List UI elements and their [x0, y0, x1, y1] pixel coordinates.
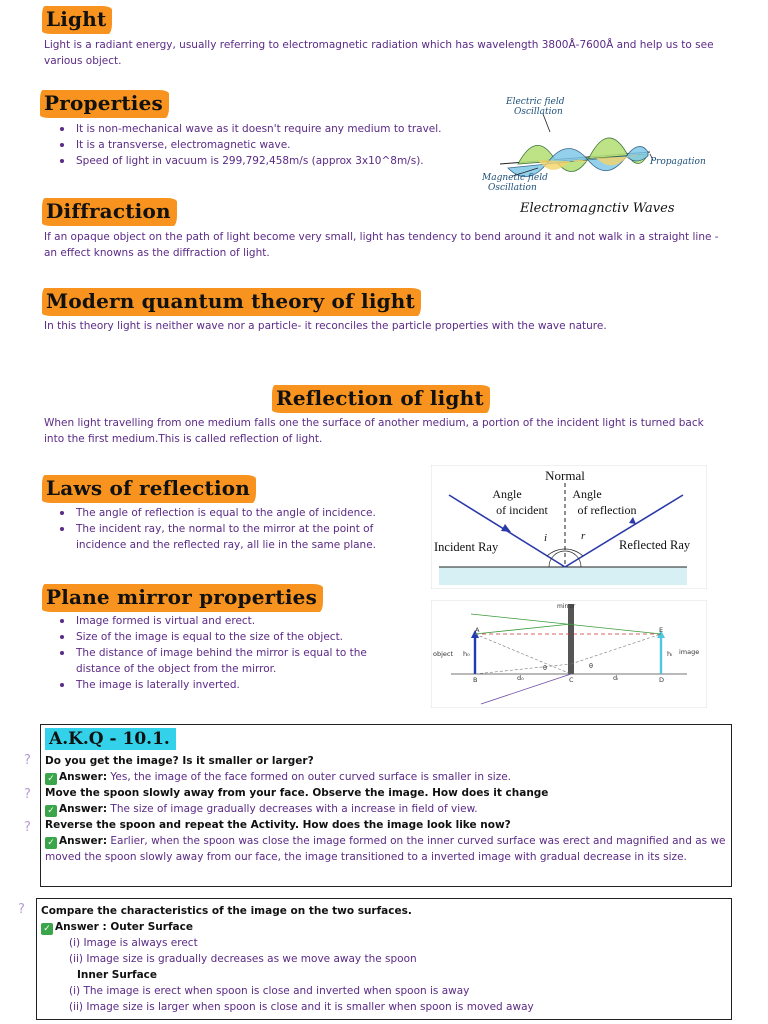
mirror-do-label: d₀ [517, 674, 524, 682]
em-magnetic-label: Magnetic field [482, 173, 548, 183]
heading-reflection: Reflection of light [272, 385, 490, 413]
question-mark-icon: ? [24, 753, 31, 768]
compare-inner-2: (ii) Image size is larger when spoon is close and it is smaller when spoon is moved away [69, 1001, 534, 1013]
mirror-object-label: object [433, 650, 454, 658]
reflection-figure [431, 465, 707, 589]
heading-laws: Laws of reflection [42, 475, 256, 503]
light-definition: Light is a radiant energy, usually referring to electromagnetic radiation which has wavelength 3800Å-7600Å and help us to see various object. [44, 39, 714, 67]
akq-box [40, 724, 732, 887]
akq-question: Reverse the spoon and repeat the Activity. How does the image look like now? [45, 819, 511, 831]
em-caption: Electromagnctiv Waves [520, 201, 675, 216]
properties-item: Speed of light in vacuum is 299,792,458m/s (approx 3x10^8m/s). [46, 153, 486, 169]
compare-outer-2: (ii) Image size is gradually decreases as we move away the spoon [69, 953, 417, 965]
reflection-i-label: i [544, 532, 548, 544]
reflection-angle-reflection-label-2: of reflection [577, 503, 637, 517]
plane-mirror-item: The distance of image behind the mirror is equal to the distance of the object from the mirror. [46, 645, 396, 677]
akq-answer: ✓ Answer: The size of image gradually decreases with a increase in field of view. [45, 801, 727, 817]
mirror-point-c: C [569, 676, 574, 684]
properties-item: It is non-mechanical wave as it doesn't require any medium to travel. [46, 121, 486, 137]
laws-item: The angle of reflection is equal to the angle of incidence. [46, 505, 416, 521]
mirror-ho-label: h₀ [463, 650, 470, 658]
em-wave-figure [478, 92, 728, 220]
mirror-point-d: D [659, 676, 665, 684]
reflection-incident-ray-label: Incident Ray [434, 540, 499, 554]
plane-mirror-figure [431, 600, 707, 708]
check-icon: ✓ [41, 923, 53, 935]
mirror-point-e: E [659, 626, 664, 634]
heading-light: Light [42, 6, 112, 34]
laws-list [46, 505, 416, 553]
compare-question: Compare the characteristics of the image on the two surfaces. [41, 905, 412, 917]
properties-item: It is a transverse, electromagnetic wave. [46, 137, 486, 153]
mirror-di-label: dᵢ [613, 674, 619, 682]
diffraction-text: If an opaque object on the path of light become very small, light has tendency to bend around it and not walk in a straight line - an effect knowns as the diffraction of light. [44, 231, 719, 259]
reflection-r-label: r [581, 530, 586, 542]
mirror-point-a: A [475, 626, 480, 634]
check-icon: ✓ [45, 805, 57, 817]
plane-mirror-item: Size of the image is equal to the size of the object. [46, 629, 396, 645]
em-propagation-label: Propagation [650, 157, 706, 167]
heading-diffraction: Diffraction [42, 198, 177, 226]
properties-list [46, 121, 486, 169]
question-mark-icon: ? [24, 787, 31, 802]
heading-properties: Properties [40, 90, 169, 118]
plane-mirror-item: Image formed is virtual and erect. [46, 613, 396, 629]
em-electric-label-2: Oscillation [514, 107, 563, 117]
em-magnetic-label-2: Oscillation [488, 183, 537, 193]
question-mark-icon: ? [18, 902, 25, 917]
mirror-image-label: image [679, 648, 700, 656]
reflection-normal-label: Normal [545, 468, 585, 483]
heading-plane-mirror: Plane mirror properties [42, 584, 323, 612]
check-icon: ✓ [45, 773, 57, 785]
plane-mirror-list [46, 613, 396, 693]
akq-answer: ✓ Answer: Yes, the image of the face formed on outer curved surface is smaller in size. [45, 769, 727, 785]
reflection-reflected-ray-label: Reflected Ray [619, 538, 691, 552]
mirror-hi-label: hᵢ [667, 650, 673, 658]
heading-quantum: Modern quantum theory of light [42, 288, 421, 316]
akq-title: A.K.Q - 10.1. [45, 728, 176, 750]
compare-inner-heading: Inner Surface [77, 969, 158, 981]
reflection-text: When light travelling from one medium falls one the surface of another medium, a portion of the incident light is turned back into the first medium.This is called reflection of light. [44, 417, 704, 445]
em-electric-label: Electric field [506, 97, 565, 107]
compare-inner-1: (i) The image is erect when spoon is close and inverted when spoon is away [69, 985, 470, 997]
mirror-theta-2: θ [589, 662, 593, 670]
laws-item: The incident ray, the normal to the mirror at the point of incidence and the reflected ray, all lie in the same plane. [46, 521, 416, 553]
reflection-angle-incident-label-2: of incident [496, 503, 548, 517]
reflection-angle-incident-label: Angle [492, 487, 522, 501]
mirror-theta-1: θ [543, 664, 547, 672]
mirror-point-b: B [473, 676, 478, 684]
compare-answer-outer: ✓ Answer : Outer Surface [41, 919, 727, 935]
quantum-text: In this theory light is neither wave nor a particle- it reconciles the particle properties with the wave nature. [44, 320, 607, 332]
akq-answer: ✓ Answer: Earlier, when the spoon was close the image formed on the inner curved surface was erect and magnified and as we moved the spoon slowly away from our face, the image transitioned to a inverted image with gradual decrease in its size. [45, 835, 726, 863]
akq-question: Move the spoon slowly away from your face. Observe the image. How does it change [45, 787, 549, 799]
compare-outer-1: (i) Image is always erect [69, 937, 198, 949]
plane-mirror-item: The image is laterally inverted. [46, 677, 396, 693]
check-icon: ✓ [45, 837, 57, 849]
question-mark-icon: ? [24, 820, 31, 835]
akq-question: Do you get the image? Is it smaller or larger? [45, 755, 314, 767]
reflection-angle-reflection-label: Angle [572, 487, 602, 501]
compare-box [36, 898, 732, 1020]
mirror-label: mirror [557, 603, 576, 610]
